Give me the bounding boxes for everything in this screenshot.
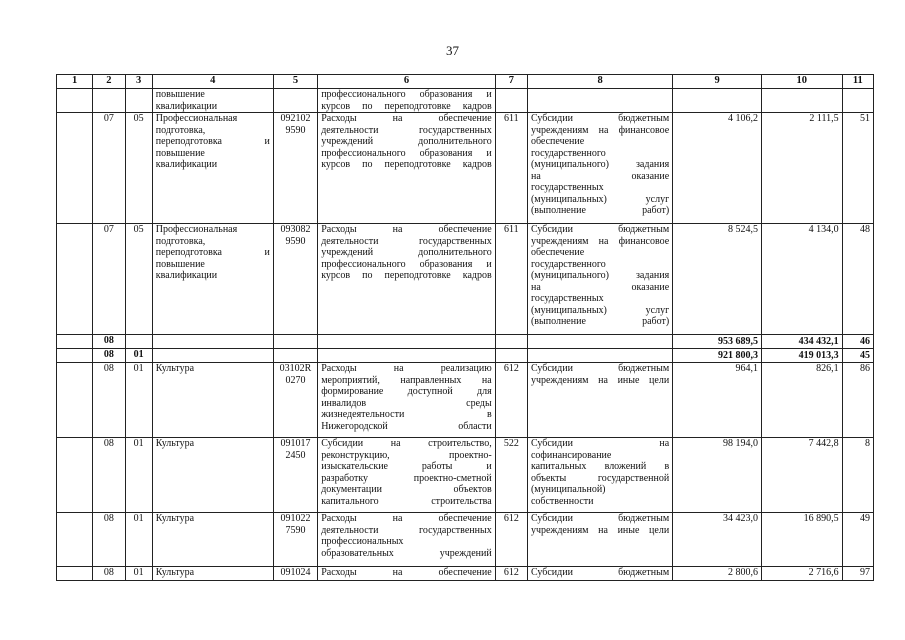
cell-text-line: Нижегородской области bbox=[321, 420, 492, 432]
column-header-1: 1 bbox=[57, 75, 93, 89]
cell-text-line: (муниципальной) bbox=[530, 484, 606, 495]
cell-text-line: курсов по переподготовке кадров bbox=[321, 100, 492, 112]
cell-expense-type-name bbox=[527, 113, 672, 224]
cell-expense-type: 612 bbox=[495, 567, 527, 581]
column-header-6: 6 bbox=[318, 75, 496, 89]
cell-expense-description bbox=[318, 513, 496, 567]
table-row bbox=[57, 113, 874, 224]
cell-text-line: мероприятий, направленных на bbox=[321, 374, 492, 386]
cell-text-line: 093082 bbox=[280, 224, 311, 235]
table-row bbox=[57, 349, 874, 363]
page-number: 37 bbox=[446, 43, 459, 58]
cell-target-code bbox=[273, 513, 317, 567]
cell-subsection: 01 bbox=[125, 567, 152, 581]
cell-expense-description bbox=[318, 113, 496, 224]
cell-col-1 bbox=[57, 113, 93, 224]
cell-text-line: квалификации bbox=[155, 270, 218, 281]
cell-text-line: формирование доступной для bbox=[321, 386, 492, 397]
cell-section bbox=[93, 89, 125, 113]
cell-text-line: Профессиональная bbox=[155, 224, 238, 235]
cell-text-line: Расходы на обеспечение bbox=[321, 113, 492, 124]
cell-section: 07 bbox=[93, 224, 125, 335]
cell-planned-amount: 2 800,6 bbox=[673, 567, 762, 581]
cell-executed-amount: 2 111,5 bbox=[761, 113, 842, 224]
cell-planned-amount: 98 194,0 bbox=[673, 438, 762, 513]
cell-executed-amount: 7 442,8 bbox=[761, 438, 842, 513]
cell-text-line: переподготовка и bbox=[155, 247, 270, 258]
cell-text-line: 0270 bbox=[285, 374, 306, 386]
cell-section-name bbox=[152, 89, 273, 113]
column-header-5: 5 bbox=[273, 75, 317, 89]
cell-text-line: 7590 bbox=[285, 524, 306, 536]
cell-col-1 bbox=[57, 335, 93, 349]
cell-text-line: 9590 bbox=[285, 235, 306, 247]
cell-executed-amount: 419 013,3 bbox=[761, 349, 842, 363]
cell-text-line: 091017 bbox=[280, 438, 311, 449]
cell-expense-description bbox=[318, 89, 496, 113]
cell-expense-type-name bbox=[527, 89, 672, 113]
cell-expense-type bbox=[495, 349, 527, 363]
cell-text-line: Культура bbox=[155, 363, 195, 374]
column-header-7: 7 bbox=[495, 75, 527, 89]
cell-expense-type-name bbox=[527, 335, 672, 349]
cell-section: 08 bbox=[93, 513, 125, 567]
cell-subsection: 01 bbox=[125, 513, 152, 567]
cell-text-line: курсов по переподготовке кадров bbox=[321, 159, 492, 170]
cell-text-line: повышение bbox=[155, 258, 205, 270]
cell-subsection: 05 bbox=[125, 224, 152, 335]
cell-text-line: подготовка, bbox=[155, 235, 206, 247]
cell-section-name bbox=[152, 335, 273, 349]
cell-planned-amount: 4 106,2 bbox=[673, 113, 762, 224]
cell-section-name bbox=[152, 224, 273, 335]
cell-col-1 bbox=[57, 438, 93, 513]
cell-subsection bbox=[125, 89, 152, 113]
column-header-2: 2 bbox=[93, 75, 125, 89]
cell-subsection bbox=[125, 335, 152, 349]
cell-text-line: (выполнение работ) bbox=[530, 205, 670, 216]
cell-target-code bbox=[273, 363, 317, 438]
cell-percent: 8 bbox=[842, 438, 873, 513]
cell-expense-type: 611 bbox=[495, 113, 527, 224]
cell-target-code bbox=[273, 349, 317, 363]
cell-text-line: обеспечение bbox=[530, 247, 585, 258]
cell-executed-amount: 4 134,0 bbox=[761, 224, 842, 335]
cell-text-line: переподготовка и bbox=[155, 136, 270, 147]
cell-text-line: образовательных учреждений bbox=[321, 547, 492, 559]
cell-expense-type-name bbox=[527, 363, 672, 438]
cell-text-line: деятельности государственных bbox=[321, 524, 492, 536]
cell-text-line: профессионального образования и bbox=[321, 258, 492, 270]
cell-expense-type: 612 bbox=[495, 363, 527, 438]
cell-expense-description bbox=[318, 567, 496, 581]
cell-expense-type: 611 bbox=[495, 224, 527, 335]
cell-expense-type bbox=[495, 335, 527, 349]
cell-text-line: 091024 bbox=[280, 567, 311, 578]
cell-section-name bbox=[152, 113, 273, 224]
cell-subsection: 01 bbox=[125, 363, 152, 438]
cell-expense-type-name bbox=[527, 567, 672, 581]
cell-target-code bbox=[273, 224, 317, 335]
cell-planned-amount bbox=[673, 89, 762, 113]
cell-executed-amount bbox=[761, 89, 842, 113]
cell-percent: 97 bbox=[842, 567, 873, 581]
cell-section-name bbox=[152, 438, 273, 513]
cell-section: 08 bbox=[93, 349, 125, 363]
table-row bbox=[57, 224, 874, 335]
cell-text-line: капитального строительства bbox=[321, 495, 492, 507]
cell-text-line: 9590 bbox=[285, 124, 306, 136]
cell-subsection: 01 bbox=[125, 349, 152, 363]
cell-percent: 49 bbox=[842, 513, 873, 567]
cell-col-1 bbox=[57, 513, 93, 567]
cell-text-line: Субсидии бюджетным bbox=[530, 224, 670, 235]
table-row bbox=[57, 513, 874, 567]
cell-target-code bbox=[273, 89, 317, 113]
cell-text-line: учреждениям на финансовое bbox=[530, 235, 670, 247]
cell-text-line: государственного bbox=[530, 147, 606, 159]
cell-text-line: 2450 bbox=[285, 449, 306, 461]
cell-text-line: Культура bbox=[155, 513, 195, 524]
cell-text-line: на оказание bbox=[530, 281, 670, 293]
cell-section-name bbox=[152, 567, 273, 581]
cell-text-line: государственных bbox=[530, 293, 604, 304]
cell-text-line: Субсидии на строительство, bbox=[321, 438, 492, 449]
cell-expense-description bbox=[318, 438, 496, 513]
cell-text-line: 091022 bbox=[280, 513, 311, 524]
cell-text-line: Профессиональная bbox=[155, 113, 238, 124]
column-header-3: 3 bbox=[125, 75, 152, 89]
column-header-8: 8 bbox=[527, 75, 672, 89]
cell-text-line: 03102R bbox=[279, 363, 312, 374]
cell-target-code bbox=[273, 335, 317, 349]
cell-text-line: деятельности государственных bbox=[321, 235, 492, 247]
cell-text-line: Субсидии на bbox=[530, 438, 670, 449]
cell-planned-amount: 34 423,0 bbox=[673, 513, 762, 567]
cell-text-line: Субсидии бюджетным bbox=[530, 113, 670, 124]
cell-text-line: Культура bbox=[155, 438, 195, 449]
table-body bbox=[57, 89, 874, 581]
cell-text-line: (выполнение работ) bbox=[530, 316, 670, 327]
cell-text-line: учреждений дополнительного bbox=[321, 247, 492, 258]
cell-text-line: Субсидии бюджетным bbox=[530, 567, 670, 578]
cell-text-line: Расходы на обеспечение bbox=[321, 513, 492, 524]
column-header-11: 11 bbox=[842, 75, 873, 89]
cell-text-line: государственных bbox=[530, 182, 604, 193]
cell-text-line: (муниципальных) услуг bbox=[530, 193, 670, 205]
cell-target-code bbox=[273, 567, 317, 581]
cell-text-line: жизнедеятельности в bbox=[321, 409, 492, 420]
cell-percent bbox=[842, 89, 873, 113]
cell-percent: 48 bbox=[842, 224, 873, 335]
cell-section-name bbox=[152, 513, 273, 567]
cell-section: 08 bbox=[93, 438, 125, 513]
cell-section-name bbox=[152, 349, 273, 363]
cell-text-line: учреждений дополнительного bbox=[321, 136, 492, 147]
cell-text-line: деятельности государственных bbox=[321, 124, 492, 136]
cell-text-line: капитальных вложений в bbox=[530, 461, 670, 472]
cell-col-1 bbox=[57, 89, 93, 113]
cell-target-code bbox=[273, 438, 317, 513]
column-header-10: 10 bbox=[761, 75, 842, 89]
cell-text-line: Субсидии бюджетным bbox=[530, 363, 670, 374]
cell-expense-type-name bbox=[527, 349, 672, 363]
cell-expense-type bbox=[495, 89, 527, 113]
cell-text-line: собственности bbox=[530, 495, 594, 507]
cell-executed-amount: 434 432,1 bbox=[761, 335, 842, 349]
cell-text-line: объекты государственной bbox=[530, 472, 670, 484]
cell-text-line: курсов по переподготовке кадров bbox=[321, 270, 492, 281]
cell-expense-description bbox=[318, 224, 496, 335]
cell-text-line: государственного bbox=[530, 258, 606, 270]
cell-text-line: профессиональных bbox=[321, 536, 404, 547]
cell-text-line: на оказание bbox=[530, 170, 670, 182]
cell-text-line: документации объектов bbox=[321, 484, 492, 495]
cell-text-line: инвалидов среды bbox=[321, 397, 492, 409]
cell-text-line: Расходы на обеспечение bbox=[321, 224, 492, 235]
cell-percent: 51 bbox=[842, 113, 873, 224]
cell-planned-amount: 953 689,5 bbox=[673, 335, 762, 349]
cell-subsection: 05 bbox=[125, 113, 152, 224]
cell-text-line: учреждениям на иные цели bbox=[530, 374, 670, 386]
table-row bbox=[57, 335, 874, 349]
cell-planned-amount: 964,1 bbox=[673, 363, 762, 438]
cell-text-line: Культура bbox=[155, 567, 195, 578]
cell-expense-description bbox=[318, 349, 496, 363]
cell-executed-amount: 826,1 bbox=[761, 363, 842, 438]
table-row bbox=[57, 567, 874, 581]
budget-table bbox=[56, 74, 874, 581]
cell-text-line: софинансирование bbox=[530, 449, 612, 461]
cell-expense-type-name bbox=[527, 438, 672, 513]
cell-text-line: профессионального образования и bbox=[321, 89, 492, 100]
cell-text-line: учреждениям на финансовое bbox=[530, 124, 670, 136]
cell-section: 07 bbox=[93, 113, 125, 224]
cell-section: 08 bbox=[93, 567, 125, 581]
cell-executed-amount: 2 716,6 bbox=[761, 567, 842, 581]
cell-target-code bbox=[273, 113, 317, 224]
cell-text-line: профессионального образования и bbox=[321, 147, 492, 159]
cell-text-line: квалификации bbox=[155, 159, 218, 170]
cell-expense-type-name bbox=[527, 224, 672, 335]
cell-text-line: повышение bbox=[155, 89, 205, 100]
cell-text-line: обеспечение bbox=[530, 136, 585, 147]
cell-expense-type: 612 bbox=[495, 513, 527, 567]
cell-text-line: Расходы на реализацию bbox=[321, 363, 492, 374]
cell-col-1 bbox=[57, 363, 93, 438]
cell-section: 08 bbox=[93, 335, 125, 349]
table-row bbox=[57, 89, 874, 113]
cell-planned-amount: 8 524,5 bbox=[673, 224, 762, 335]
cell-expense-description bbox=[318, 335, 496, 349]
cell-subsection: 01 bbox=[125, 438, 152, 513]
cell-text-line: разработку проектно-сметной bbox=[321, 472, 492, 484]
cell-text-line: учреждениям на иные цели bbox=[530, 524, 670, 536]
table-row bbox=[57, 438, 874, 513]
column-header-4: 4 bbox=[152, 75, 273, 89]
cell-expense-type: 522 bbox=[495, 438, 527, 513]
cell-percent: 45 bbox=[842, 349, 873, 363]
cell-text-line: Расходы на обеспечение bbox=[321, 567, 492, 578]
cell-col-1 bbox=[57, 349, 93, 363]
cell-text-line: 092102 bbox=[280, 113, 311, 124]
cell-col-1 bbox=[57, 567, 93, 581]
cell-text-line: Субсидии бюджетным bbox=[530, 513, 670, 524]
cell-expense-description bbox=[318, 363, 496, 438]
cell-text-line: реконструкцию, проектно- bbox=[321, 449, 492, 461]
cell-planned-amount: 921 800,3 bbox=[673, 349, 762, 363]
cell-text-line: (муниципального) задания bbox=[530, 159, 670, 170]
cell-percent: 86 bbox=[842, 363, 873, 438]
cell-text-line: изыскательские работы и bbox=[321, 461, 492, 472]
cell-section: 08 bbox=[93, 363, 125, 438]
cell-text-line: квалификации bbox=[155, 100, 218, 112]
table-row bbox=[57, 363, 874, 438]
cell-expense-type-name bbox=[527, 513, 672, 567]
cell-text-line: подготовка, bbox=[155, 124, 206, 136]
cell-percent: 46 bbox=[842, 335, 873, 349]
cell-text-line: повышение bbox=[155, 147, 205, 159]
cell-executed-amount: 16 890,5 bbox=[761, 513, 842, 567]
cell-section-name bbox=[152, 363, 273, 438]
cell-col-1 bbox=[57, 224, 93, 335]
table-header-row bbox=[57, 75, 874, 89]
cell-text-line: (муниципального) задания bbox=[530, 270, 670, 281]
cell-text-line: (муниципальных) услуг bbox=[530, 304, 670, 316]
column-header-9: 9 bbox=[673, 75, 762, 89]
